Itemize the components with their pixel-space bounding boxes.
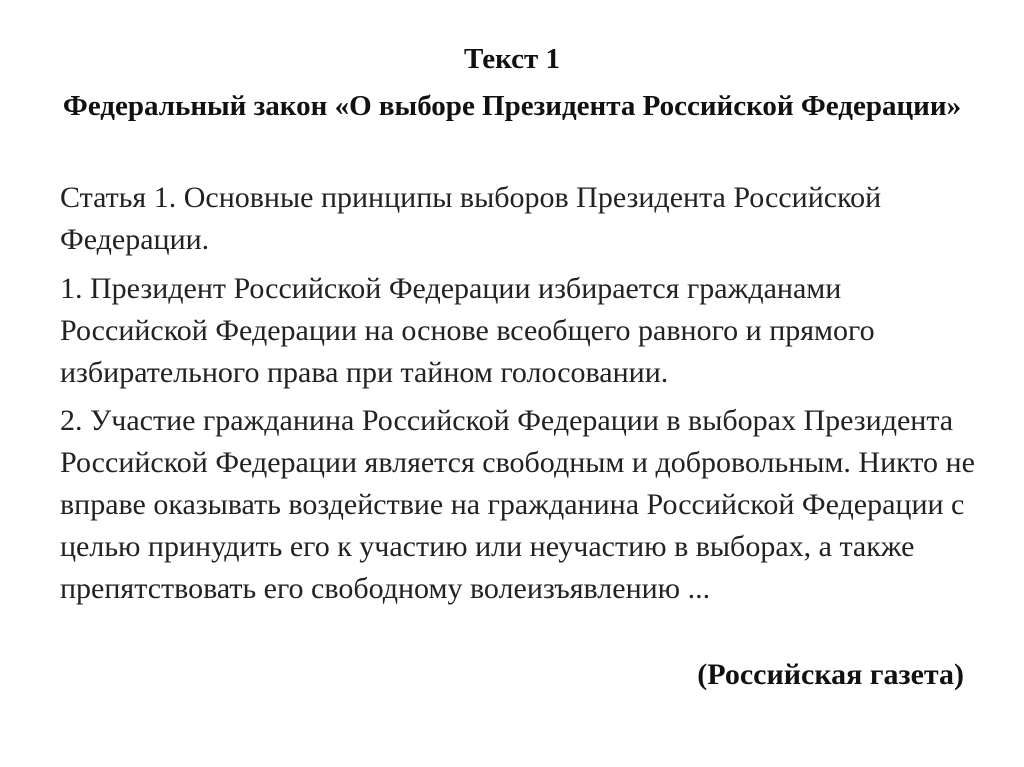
article-paragraph-1: 1. Президент Российской Федерации избирается гражданами Российской Федерации на основе всеобщего равного и прямого избирательного права при тайном голосовании. — [60, 272, 875, 389]
source-citation: (Российская газета) — [697, 658, 964, 691]
article-paragraph-2: 2. Участие гражданина Российской Федерации в выборах Президента Российской Федерации является свободным и добровольным. Никто не вправе оказывать воздействие на гражданина Российской Федерации с целью принудить его к участию или неучастию в выборах, а также препятствовать его свободному волеизъявлению ... — [60, 404, 975, 605]
text-number-heading: Текст 1 — [464, 43, 560, 75]
law-title-heading: Федеральный закон «О выборе Президента Российской Федерации» — [62, 90, 962, 122]
article-title: Статья 1. Основные принципы выборов Президента Российской Федерации. — [60, 181, 882, 256]
